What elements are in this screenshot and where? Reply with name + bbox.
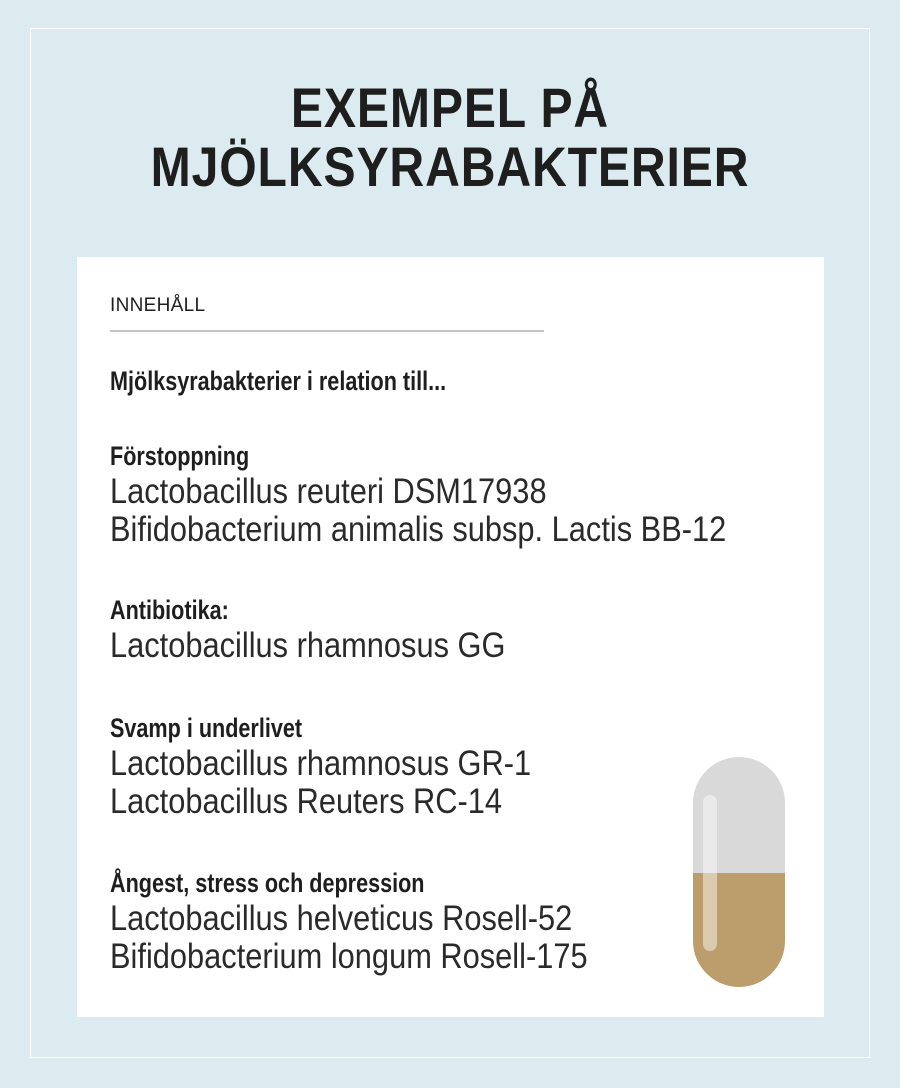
list-item — [110, 900, 653, 938]
title-line-1: EXEMPEL PÅ — [290, 76, 610, 139]
list-item-label: Lactobacillus rhamnosus GG — [110, 626, 506, 665]
list-item — [110, 938, 653, 976]
list-item-label: Lactobacillus rhamnosus GR-1 — [110, 744, 532, 783]
section-heading-label: Svamp i underlivet — [110, 713, 303, 743]
section-heading — [110, 593, 559, 627]
section-heading — [110, 439, 810, 473]
toc-label: INNEHÅLL — [110, 295, 206, 316]
intro-text — [110, 366, 530, 397]
toc-divider — [110, 330, 544, 332]
section-antibiotics — [110, 593, 559, 665]
section-heading-label: Antibiotika: — [110, 595, 229, 625]
content-card — [77, 257, 824, 1017]
section-anxiety-stress-depression — [110, 866, 653, 976]
list-item — [110, 783, 589, 821]
section-constipation — [110, 439, 810, 549]
section-heading — [110, 711, 589, 745]
list-item-label: Lactobacillus Reuters RC-14 — [110, 782, 503, 821]
list-item — [110, 745, 589, 783]
list-item — [110, 627, 559, 665]
list-item-label: Bifidobacterium animalis subsp. Lactis BB-12 — [110, 510, 727, 549]
capsule-pill-icon — [693, 757, 785, 987]
list-item-label: Lactobacillus reuteri DSM17938 — [110, 472, 547, 511]
list-item-label: Lactobacillus helveticus Rosell-52 — [110, 899, 573, 938]
section-heading-label: Ångest, stress och depression — [110, 868, 425, 898]
section-yeast-infection — [110, 711, 589, 821]
page-title — [63, 78, 837, 196]
list-item — [110, 473, 810, 511]
capsule-highlight — [703, 795, 717, 951]
list-item — [110, 511, 810, 549]
intro-text-label: Mjölksyrabakterier i relation till... — [110, 366, 447, 396]
section-heading — [110, 866, 653, 900]
title-line-2: MJÖLKSYRABAKTERIER — [150, 135, 750, 198]
list-item-label: Bifidobacterium longum Rosell-175 — [110, 937, 588, 976]
section-heading-label: Förstoppning — [110, 441, 250, 471]
